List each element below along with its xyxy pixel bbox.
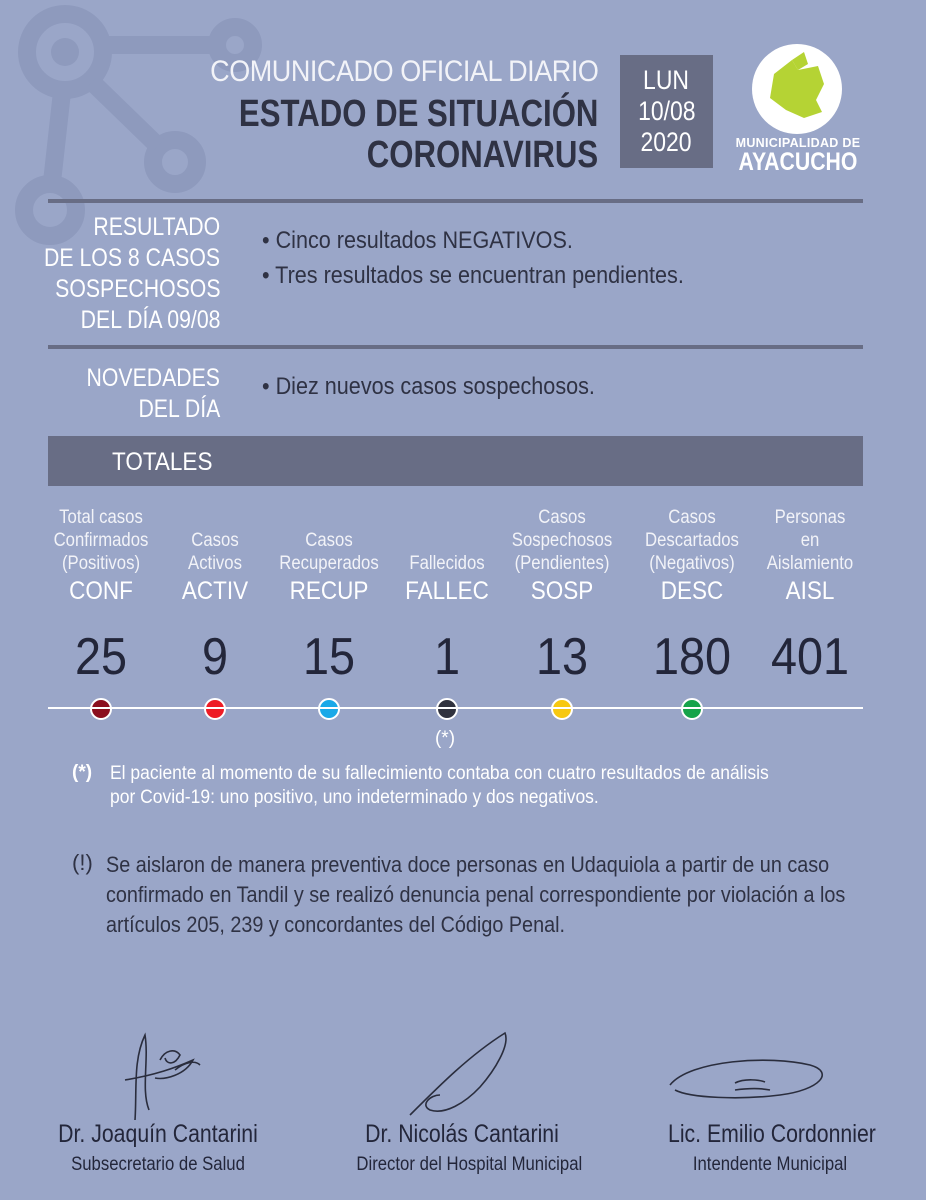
signature-name: Dr. Nicolás Cantarini <box>365 1120 559 1148</box>
date-box <box>620 55 713 168</box>
news-item: • Diez nuevos casos sospechosos. <box>262 373 595 400</box>
header-title-line1: ESTADO DE SITUACIÓN <box>238 93 598 135</box>
totals-category-line: Total casos <box>59 507 143 528</box>
totals-value-sosp: 13 <box>535 628 589 686</box>
totals-category-recup <box>272 529 386 575</box>
totals-category-line: Casos <box>538 507 586 528</box>
signature-role: Intendente Municipal <box>692 1154 848 1175</box>
signature-name: Dr. Joaquín Cantarini <box>58 1120 258 1148</box>
signature-emilio-icon <box>660 1050 835 1110</box>
logo-text-municipalidad: MUNICIPALIDAD DE <box>735 136 861 150</box>
date-date: 10/08 <box>637 96 696 126</box>
totals-value-desc: 180 <box>652 628 732 686</box>
totals-category-line: Casos <box>668 507 716 528</box>
totals-code-conf: CONF <box>69 577 133 605</box>
results-item: • Cinco resultados NEGATIVOS. <box>262 227 573 254</box>
totals-value-aisl: 401 <box>770 628 850 686</box>
results-label-line2: DE LOS 8 CASOS <box>44 244 220 272</box>
totals-category-desc <box>635 506 749 575</box>
totals-category-line: Confirmados <box>53 530 149 551</box>
totals-category-line: Personas <box>774 507 846 528</box>
logo-text-ayacucho: AYACUCHO <box>738 148 858 176</box>
totals-category-activ <box>158 529 272 575</box>
status-dot-desc <box>681 698 703 720</box>
signature-name: Lic. Emilio Cordonnier <box>668 1120 876 1148</box>
totals-value-conf: 25 <box>74 628 128 686</box>
timeline-line <box>48 707 863 709</box>
header-title-line2: CORONAVIRUS <box>366 134 598 176</box>
news-label-line1: NOVEDADES <box>86 364 220 392</box>
totals-category-line: Descartados <box>645 530 739 551</box>
signature-role: Subsecretario de Salud <box>71 1154 245 1175</box>
status-dot-recup <box>318 698 340 720</box>
totals-code-recup: RECUP <box>289 577 369 605</box>
date-day: LUN <box>643 65 690 95</box>
totals-code-aisl: AISL <box>785 577 835 605</box>
totals-code-desc: DESC <box>660 577 724 605</box>
results-label-line4: DEL DÍA 09/08 <box>80 306 220 334</box>
totals-category-line: Aislamiento <box>766 553 854 574</box>
note1-text: El paciente al momento de su fallecimiento contaba con cuatro resultados de análisis por Covid-19: uno positivo, uno indeterminado y dos negativos. <box>110 763 769 808</box>
municipality-logo <box>752 44 842 134</box>
totals-category-line: Activos <box>188 553 242 574</box>
totals-category-line: (Negativos) <box>649 553 735 574</box>
totals-category-sosp <box>505 506 619 575</box>
results-item: • Tres resultados se encuentran pendientes. <box>262 262 684 289</box>
note2-text: Se aislaron de manera preventiva doce personas en Udaquiola a partir de un caso confirmado en Tandil y se realizó denuncia penal correspondiente por violación a los artículos 205, 239 y concordantes del Código Penal. <box>106 852 846 937</box>
totals-value-activ: 9 <box>201 628 229 686</box>
signature-nicolas-icon <box>400 1025 530 1125</box>
fallec-footnote-mark: (*) <box>434 728 456 749</box>
totals-category-line: Casos <box>191 530 239 551</box>
signature-role: Director del Hospital Municipal <box>356 1154 583 1175</box>
signature-joaquin-icon <box>105 1020 215 1130</box>
totals-category-line: Casos <box>305 530 353 551</box>
totals-title: TOTALES <box>112 448 213 476</box>
status-dot-sosp <box>551 698 573 720</box>
totals-code-fallec: FALLEC <box>405 577 489 605</box>
ayacucho-map-icon <box>752 44 842 134</box>
date-year: 2020 <box>640 127 693 157</box>
totals-category-line: en <box>800 530 820 551</box>
results-label-line3: SOSPECHOSOS <box>54 275 220 303</box>
status-dot-fallec <box>436 698 458 720</box>
note1-mark: (*) <box>72 762 93 783</box>
totals-value-fallec: 1 <box>433 628 461 686</box>
divider <box>48 345 863 349</box>
totals-category-line: Fallecidos <box>409 553 485 574</box>
totals-category-conf <box>44 506 158 575</box>
totals-category-line: Recuperados <box>279 553 379 574</box>
totals-category-line: Sospechosos <box>511 530 613 551</box>
results-label-line1: RESULTADO <box>93 213 220 241</box>
totals-code-activ: ACTIV <box>181 577 249 605</box>
totals-code-sosp: SOSP <box>530 577 594 605</box>
totals-category-fallec <box>390 552 504 575</box>
note2-mark: (!) <box>72 850 93 875</box>
status-dot-conf <box>90 698 112 720</box>
header-subtitle: COMUNICADO OFICIAL DIARIO <box>209 55 598 88</box>
news-label-line2: DEL DÍA <box>138 395 220 423</box>
divider <box>48 199 863 203</box>
totals-category-line: (Pendientes) <box>514 553 610 574</box>
status-dot-activ <box>204 698 226 720</box>
totals-category-aisl <box>753 506 867 575</box>
totals-value-recup: 15 <box>302 628 356 686</box>
totals-category-line: (Positivos) <box>61 553 141 574</box>
